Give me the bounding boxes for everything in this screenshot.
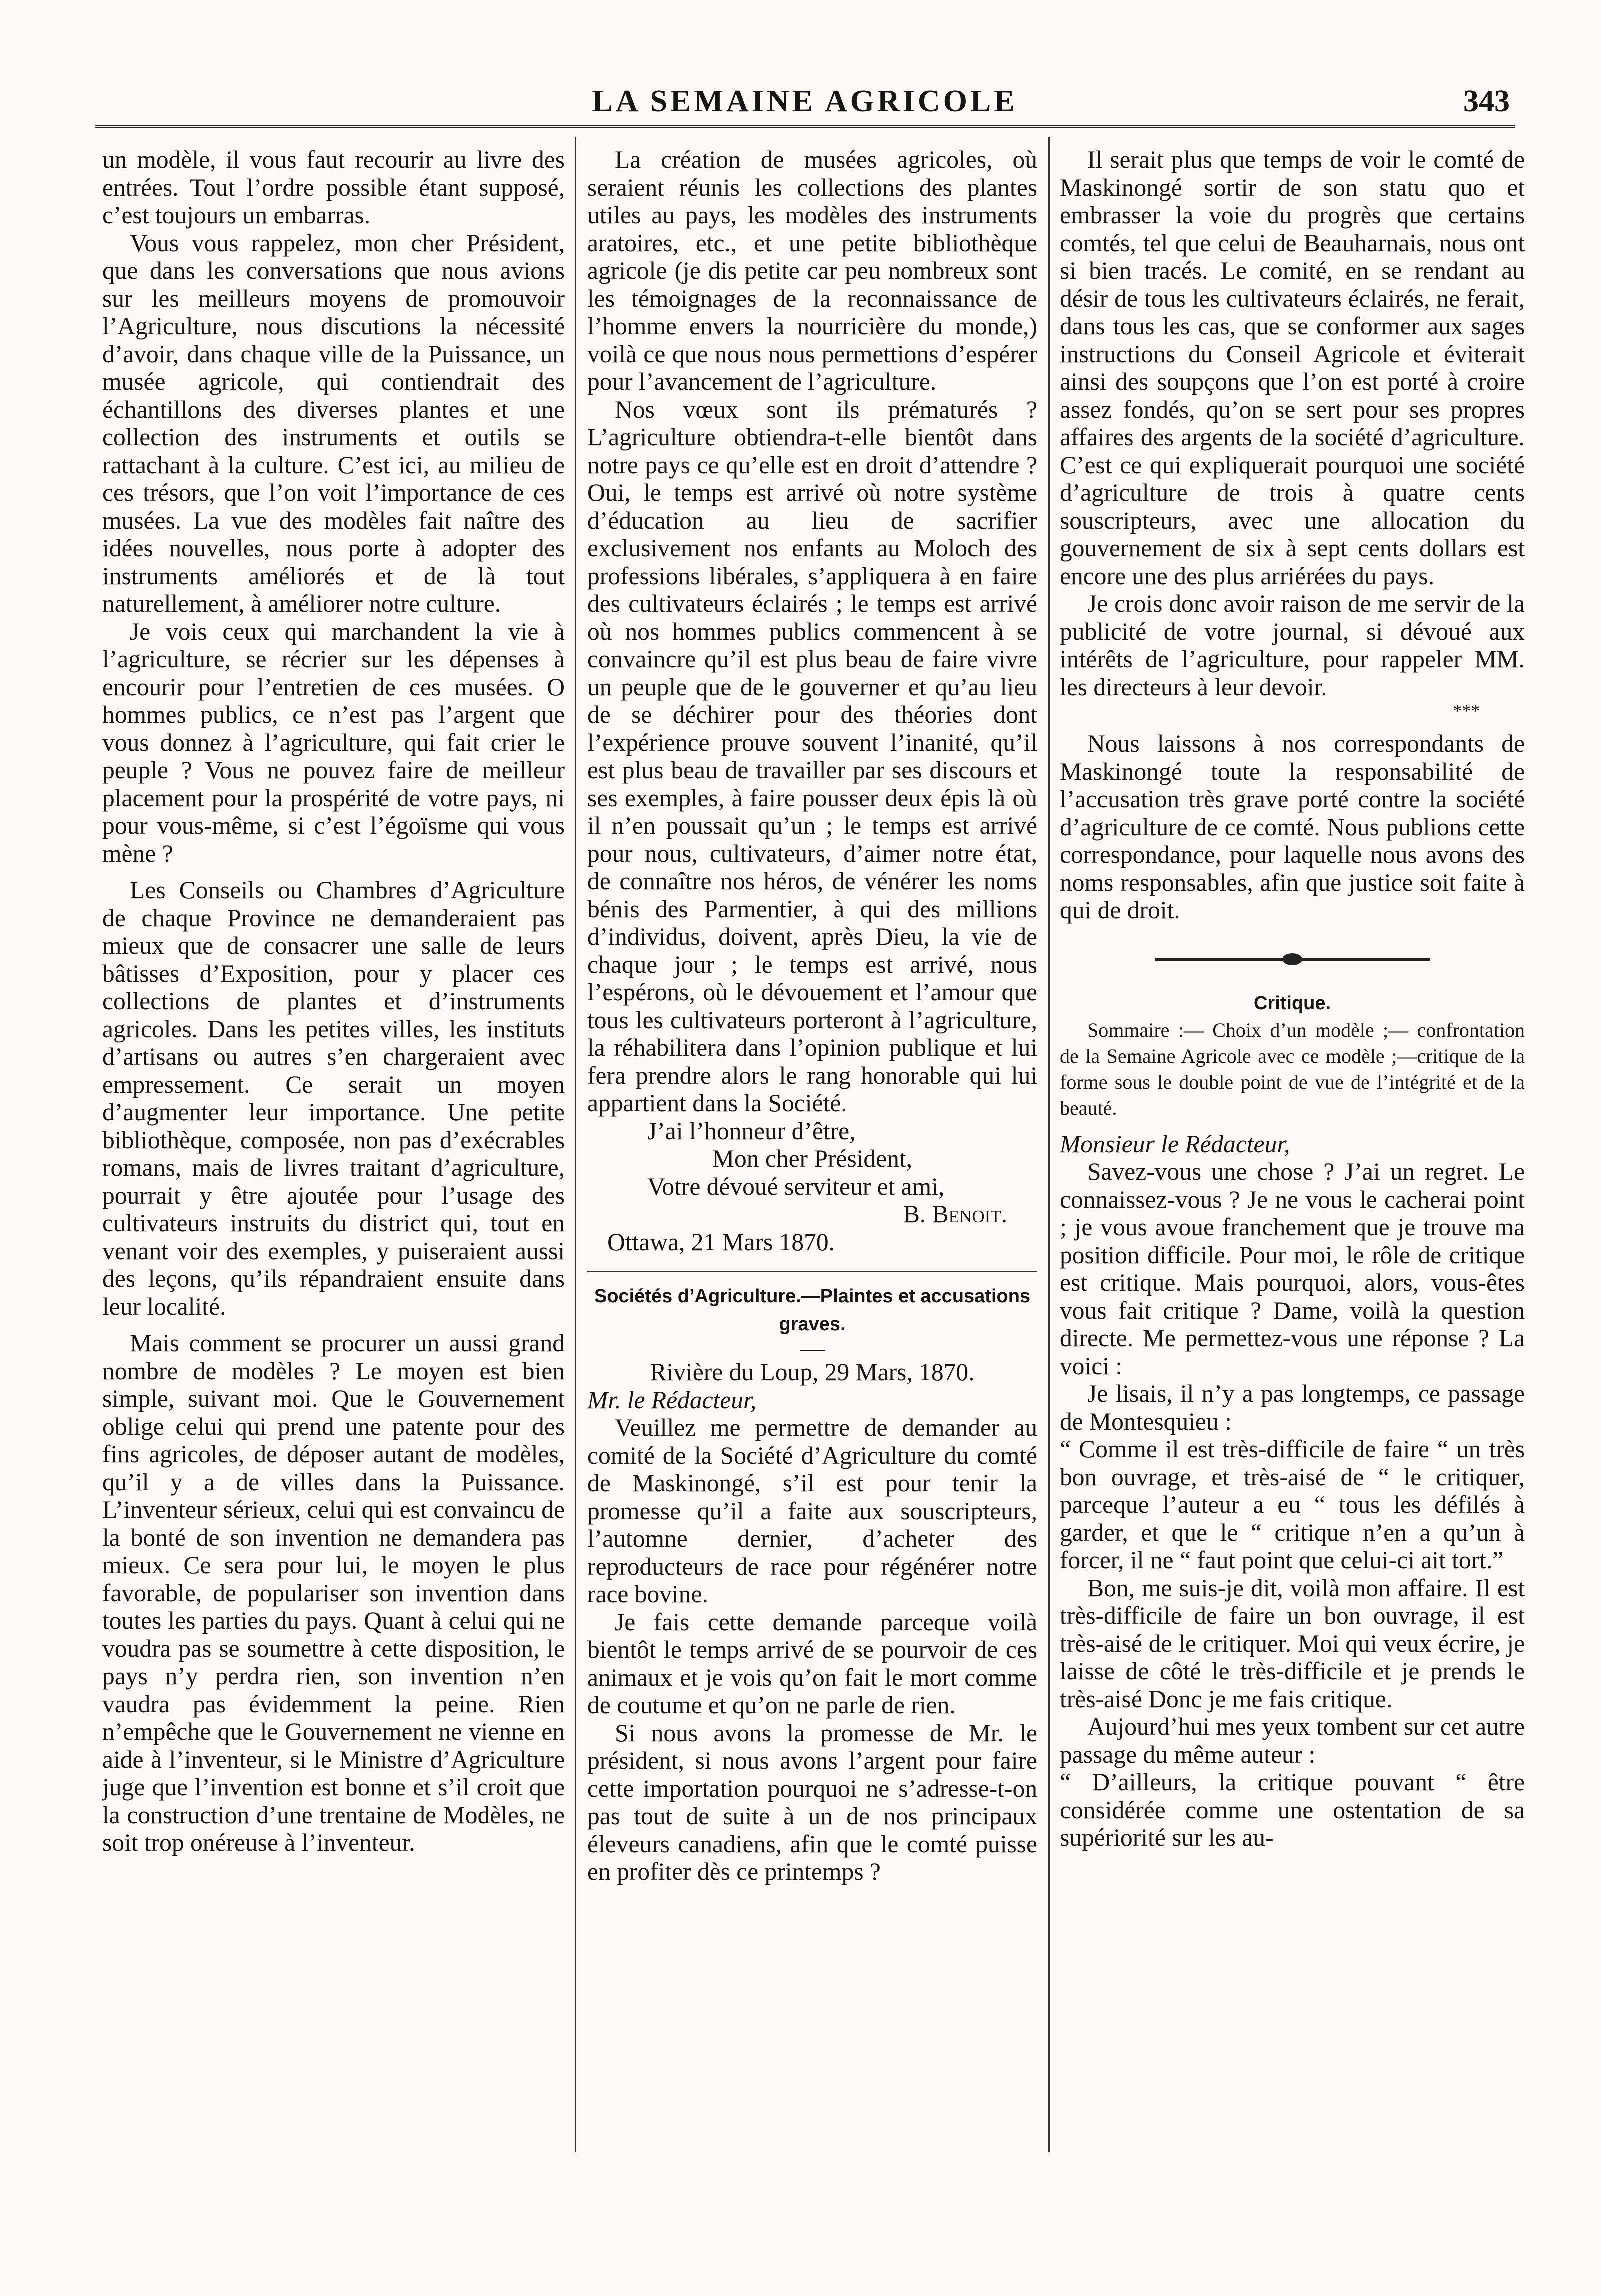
signature: B. Benoit.	[903, 1200, 1008, 1228]
paragraph: Je vois ceux qui marchandent la vie à l’agriculture, se récrier sur les dépenses à encourir pour l’entretien de ces musées. O hommes publics, ce n’est pas l’argent que vous donnez à l’agriculture, qui fait crier le peuple ? Vous ne pouvez faire de meilleur placement pour la prospérité de votre pays, ni pour vous-même, si c’est l’égoïsme qui vous mène ?	[102, 618, 565, 868]
column-2	[588, 146, 1038, 2146]
paragraph: Nous laissons à nos correspondants de Maskinongé toute la responsabilité de l’accusation très grave porté contre la société d’agriculture de ce comté. Nous publions cette correspondance, pour laquelle nous avons des noms responsables, afin que justice soit faite à qui de droit.	[1060, 730, 1525, 924]
page-header	[95, 75, 1515, 130]
paragraph: Je lisais, il n’y a pas longtemps, ce passage de Montesquieu :	[1060, 1380, 1525, 1436]
column-divider	[575, 138, 576, 2152]
salutation	[1060, 1130, 1525, 1158]
paragraph: Les Conseils ou Chambres d’Agriculture de chaque Province ne demanderaient pas mieux que de consacrer une salle de leurs bâtisses d’Exposition, pour y placer ces collections de plantes et d’instruments agricoles. Dans les petites villes, les instituts d’artisans ou autres s’en chargeraient avec empressement. Ce serait un moyen d’augmenter leur importance. Une petite bibliothèque, composée, non pas d’exécrables romans, mais de livres traitant d’agriculture, pourrait y être ajoutée pour l’usage des cultivateurs instruits du district qui, tout en venant voir des exemples, y puiseraient aussi des leçons, qu’ils répandraient ensuite dans leur localité.	[102, 876, 565, 1320]
journal-title: LA SEMAINE AGRICOLE	[592, 84, 1018, 118]
page-number: 343	[1464, 84, 1510, 118]
column-3	[1060, 146, 1525, 2146]
paragraph: Vous vous rappelez, mon cher Président, que dans les conversations que nous avions sur les meilleurs moyens de promouvoir l’Agriculture, nous discutions la nécessité d’avoir, dans chaque ville de la Puissance, un musée agricole, qui contiendrait des échantillons des diverses plantes et une collection des instruments et outils se rattachant à la culture. C’est ici, au milieu de ces trésors, que l’on voit l’importance de ces musées. La vue des modèles fait naître des idées nouvelles, nous porte à adopter des instruments améliorés et de là tout naturellement, à améliorer notre culture.	[102, 229, 565, 618]
asterism: ***	[1453, 701, 1480, 721]
closing-line: Mon cher Président,	[712, 1145, 913, 1172]
section-heading: Critique.	[1254, 992, 1332, 1014]
quotation: “ D’ailleurs, la critique pouvant “ être considérée comme une ostentation de sa supériorité sur les au-	[1060, 1768, 1525, 1852]
paragraph: Nos vœux sont ils prématurés ? L’agriculture obtiendra-t-elle bientôt dans notre pays ce qu’elle est en droit d’attendre ? Oui, le temps est arrivé où notre système d’éducation au lieu de sacrifier exclusivement nos enfants au Moloch des professions libérales, s’appliquera à en faire des cultivateurs éclairés ; le temps est arrivé où nos hommes publics commencent à se convaincre qu’il est plus beau de faire vivre un peuple que de le gouverner et qu’au lieu de se déchirer pour des théories dont l’expérience prouve souvent l’inanité, qu’il est plus beau de travailler par ses discours et ses exemples, à faire pousser deux épis là où il n’en poussait qu’un ; le temps est arrivé pour nous, cultivateurs, d’aimer notre état, de connaître nos héros, de vénérer les noms bénis des Parmentier, à qui des millions d’individus, doivent, après Dieu, la vie de chaque jour ; le temps est arrivé, nous l’espérons, où le dévouement et l’amour que tous les cultivateurs porteront à l’agriculture, la réhabilitera dans l’opinion publique et lui fera prendre alors le rang honorable qui lui appartient dans la Société.	[588, 396, 1038, 1117]
paragraph: Mais comment se procurer un aussi grand nombre de modèles ? Le moyen est bien simple, suivant moi. Que le Gouvernement oblige celui qui prend une patente pour des fins agricoles, de déposer autant de modèles, qu’il y a de villes dans la Puissance. L’inventeur sérieux, celui qui est convaincu de la bonté de son invention ne demandera pas mieux. Ce sera pour lui, le moyen le plus favorable, de populariser son invention dans toutes les parties du pays. Quant à celui qui ne voudra pas se soumettre à cette disposition, le pays n’y perdra rien, son invention n’en vaudra pas évidemment la peine. Rien n’empêche que le Gouvernement ne vienne en aide à l’inventeur, si le Ministre d’Agriculture juge que l’invention est bonne et s’il croit que la construction d’une trentaine de Modèles, ne soit trop onéreuse à l’inventeur.	[102, 1330, 565, 1856]
paragraph: La création de musées agricoles, où seraient réunis les collections des plantes utiles au pays, les modèles des instruments aratoires, etc., et une petite bibliothèque agricole (je dis petite car peu nombreux sont les témoignages de la reconnaissance de l’homme envers la nourricière du monde,) voilà ce que nous nous permettions d’espérer pour l’avancement de l’agriculture.	[588, 146, 1038, 396]
header-rule	[95, 125, 1515, 128]
closing-line: J’ai l’honneur d’être,	[648, 1117, 856, 1145]
paragraph: Je crois donc avoir raison de me servir de la publicité de votre journal, si dévoué aux intérêts de l’agriculture, pour rappeler MM. les directeurs à leur devoir.	[1060, 590, 1525, 701]
separator-dash: —	[800, 1334, 825, 1362]
salutation-text: Monsieur le Rédacteur,	[1060, 1130, 1290, 1158]
column-divider	[1048, 138, 1050, 2152]
closing-line: Votre dévoué serviteur et ami,	[648, 1172, 945, 1200]
paragraph: Il serait plus que temps de voir le comté de Maskinongé sortir de son statu quo et embrasser la voie du progrès que certains comtés, tel que celui de Beauharnais, nous ont si bien tracés. Le comité, en se rendant au désir de tous les cultivateurs éclairés, ne ferait, dans tous les cas, que se conformer aux sages instructions du Conseil Agricole et éviterait ainsi des soupçons que l’on est porté à croire assez fondés, qu’on se sert pour ses propres affaires des argents de la société d’agriculture. C’est ce qui expliquerait pourquoi une société d’agriculture de trois à quatre cents souscripteurs, avec une allocation du gouvernement de six à sept cents dollars est encore une des plus arriérées du pays.	[1060, 146, 1525, 590]
paragraph: Veuillez me permettre de demander au comité de la Société d’Agriculture du comté de Maskinongé, s’il est pour tenir la promesse qu’il a faite aux souscripteurs, l’automne dernier, d’acheter des reproducteurs de race pour régénérer notre race bovine.	[588, 1414, 1038, 1608]
salutation-text: Mr. le Rédacteur,	[588, 1386, 757, 1414]
summary: Sommaire :— Choix d’un modèle ;— confrontation de la Semaine Agricole avec ce modèle ;—critique de la forme sous le double point de vue de l’intégrité et de la beauté.	[1060, 1018, 1525, 1120]
section-rule	[588, 1271, 1038, 1272]
ornamental-rule	[1060, 944, 1525, 974]
column-1	[102, 146, 565, 2146]
place-date: Rivière du Loup, 29 Mars, 1870.	[650, 1358, 975, 1386]
dateline: Ottawa, 21 Mars 1870.	[608, 1228, 836, 1256]
salutation	[588, 1386, 1038, 1414]
paragraph: Bon, me suis-je dit, voilà mon affaire. Il est très-difficile de faire un bon ouvrage, il est très-aisé de le critiquer. Moi qui veux écrire, je laisse de côté le très-difficile et je prends le très-aisé Donc je me fais critique.	[1060, 1574, 1525, 1713]
paragraph: Je fais cette demande parceque voilà bientôt le temps arrivé de se pourvoir de ces animaux et je vois qu’on fait le mort comme de coutume et qu’on ne parle de rien.	[588, 1608, 1038, 1719]
section-heading: Sociétés d’Agriculture.—Plaintes et accusations graves.	[594, 1286, 1031, 1335]
paragraph: Si nous avons la promesse de Mr. le président, si nous avons l’argent pour faire cette importation pourquoi ne s’adresse-t-on pas tout de suite à un de nos principaux éleveurs canadiens, afin que le comté puisse en profiter dès ce printemps ?	[588, 1719, 1038, 1886]
paragraph: Savez-vous une chose ? J’ai un regret. Le connaissez-vous ? Je ne vous le cacherai point ; je vous avoue franchement que je trouve ma position difficile. Pour moi, le rôle de critique est critique. Mais pourquoi, alors, vous-êtes vous fait critique ? Dame, voilà la question directe. Me permettez-vous une réponse ? La voici :	[1060, 1158, 1525, 1380]
paragraph: Aujourd’hui mes yeux tombent sur cet autre passage du même auteur :	[1060, 1713, 1525, 1768]
quotation: “ Comme il est très-difficile de faire “ un très bon ouvrage, et très-aisé de “ le critiquer, parceque l’auteur a eu “ tous les défilés à garder, et que le “ critique n’en a qu’un à forcer, il ne “ faut point que celui-ci ait tort.”	[1060, 1436, 1525, 1574]
paragraph: un modèle, il vous faut recourir au livre des entrées. Tout l’ordre possible étant supposé, c’est toujours un embarras.	[102, 146, 565, 229]
